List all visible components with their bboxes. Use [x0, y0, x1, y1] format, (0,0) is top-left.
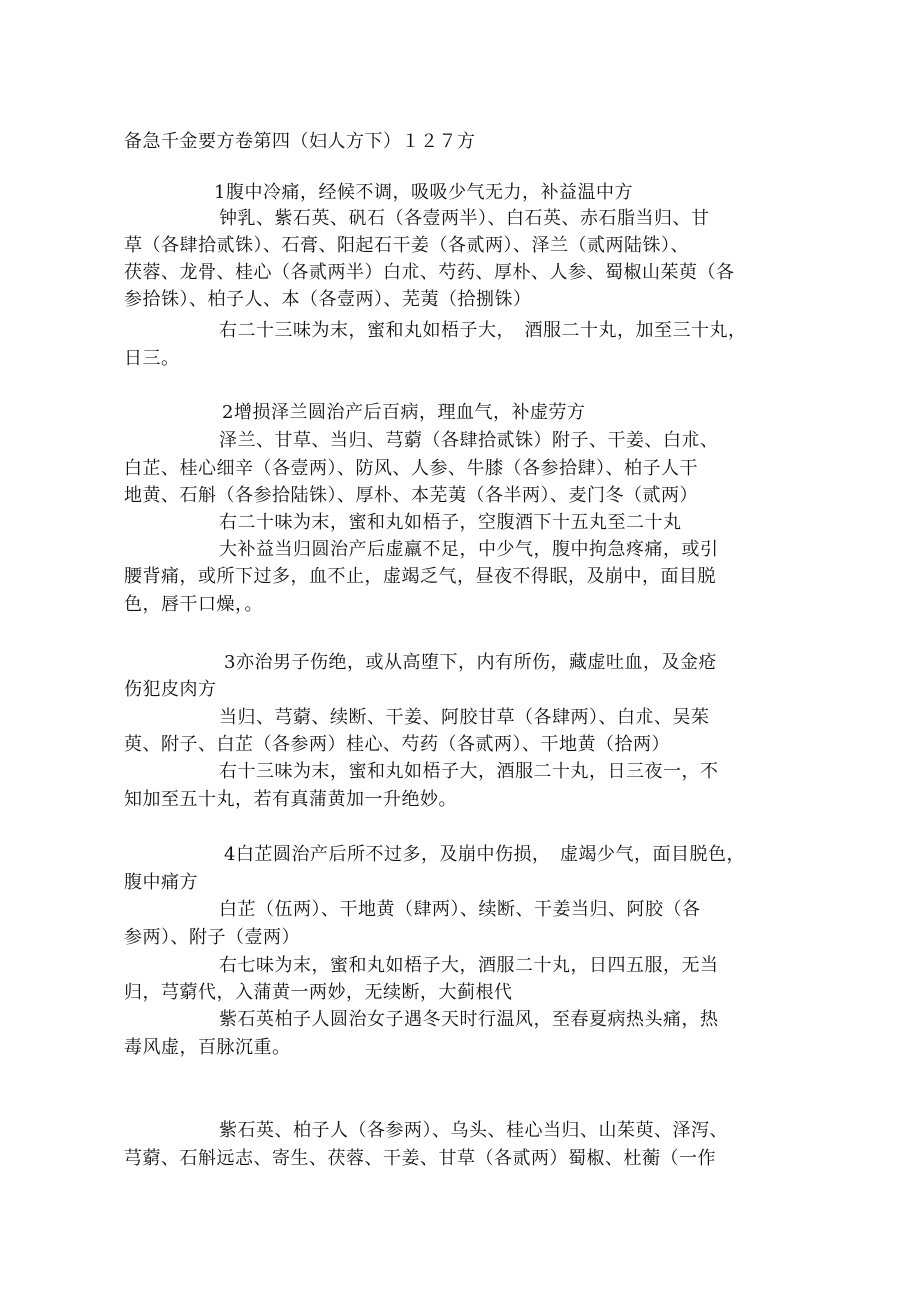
- text-line: 1腹中冷痛，经候不调，吸吸少气无力，补益温中方: [214, 182, 633, 203]
- text-line: 右二十味为末，蜜和丸如梧子，空腹酒下十五丸至二十丸: [219, 512, 682, 533]
- text-line: 紫石英柏子人圆治女子遇冬天时行温风，至春夏病热头痛，热: [219, 1009, 719, 1030]
- text-line: 4白芷圆治产后所不过多，及崩中伤损， 虚竭少气，面目脱色，: [224, 844, 745, 865]
- text-line: 茯蓉、龙骨、桂心（各贰两半）白朮、芍药、厚朴、人参、蜀椒山茱萸（各: [124, 262, 735, 283]
- text-line: 紫石英、柏子人（各参两）、乌头、桂心当归、山茱萸、泽泻、: [219, 1120, 728, 1141]
- text-line: 地黄、石斛（各参拾陆铢）、厚朴、本芜荑（各半两）、麦门冬（贰两）: [124, 485, 698, 506]
- text-line: 钟乳、紫石英、矾石（各壹两半）、白石英、赤石脂当归、甘: [219, 208, 710, 229]
- text-line: 萸、附子、白芷（各参两）桂心、芍药（各贰两）、干地黄（拾两）: [124, 734, 670, 755]
- text-line: 毒风虚，百脉沉重。: [124, 1037, 291, 1058]
- text-line: 芎藭、石斛远志、寄生、茯蓉、干姜、甘草（各贰两）蜀椒、杜蘅（一作: [124, 1148, 716, 1169]
- text-line: 3亦治男子伤绝，或从高堕下，内有所伤，藏虚吐血，及金疮: [224, 652, 717, 673]
- text-line: 右二十三味为末，蜜和丸如梧子大， 酒服二十丸，加至三十丸，: [219, 320, 747, 341]
- text-line: 伤犯皮肉方: [124, 679, 217, 700]
- text-line: 腹中痛方: [124, 872, 198, 893]
- text-line: 参拾铢）、柏子人、本（各壹两）、芜荑（拾捌铢）: [124, 289, 532, 310]
- text-line: 泽兰、甘草、当归、芎藭（各肆拾贰铢）附子、干姜、白朮、: [219, 430, 719, 451]
- text-line: 草（各肆拾贰铢）、石膏、阳起石干姜（各贰两）、泽兰（贰两陆铢）、: [124, 235, 689, 256]
- text-line: 2增损泽兰圆治产后百病，理血气，补虚劳方: [222, 402, 586, 423]
- text-line: 色，唇干口燥，。: [124, 594, 263, 615]
- text-line: 右七味为末，蜜和丸如梧子大，酒服二十丸，日四五服，无当: [219, 955, 719, 976]
- text-line: 知加至五十丸，若有真蒲黄加一升绝妙。: [124, 789, 457, 810]
- text-line: 右十三味为末，蜜和丸如梧子大，酒服二十丸，日三夜一，不: [219, 761, 719, 782]
- text-line: 白芷、桂心细辛（各壹两）、防风、人参、牛膝（各参拾肆）、柏子人干: [124, 458, 698, 479]
- text-line: 日三。: [124, 348, 180, 369]
- text-line: 腰背痛，或所下过多，血不止，虚竭乏气，昼夜不得眠，及崩中，面目脱: [124, 566, 716, 587]
- document-title: 备急千金要方卷第四（妇人方下）１２７方: [124, 131, 476, 152]
- text-line: 归，芎藭代，入蒲黄一两妙，无续断，大蓟根代: [124, 982, 513, 1003]
- text-line: 当归、芎藭、续断、干姜、阿胶甘草（各肆两）、白朮、吴茱: [219, 707, 710, 728]
- text-line: 参两）、附子（壹两）: [124, 927, 300, 948]
- text-line: 大补益当归圆治产后虚羸不足，中少气，腹中拘急疼痛，或引: [219, 539, 719, 560]
- text-line: 白芷（伍两）、干地黄（肆两）、续断、干姜当归、阿胶（各: [219, 899, 701, 920]
